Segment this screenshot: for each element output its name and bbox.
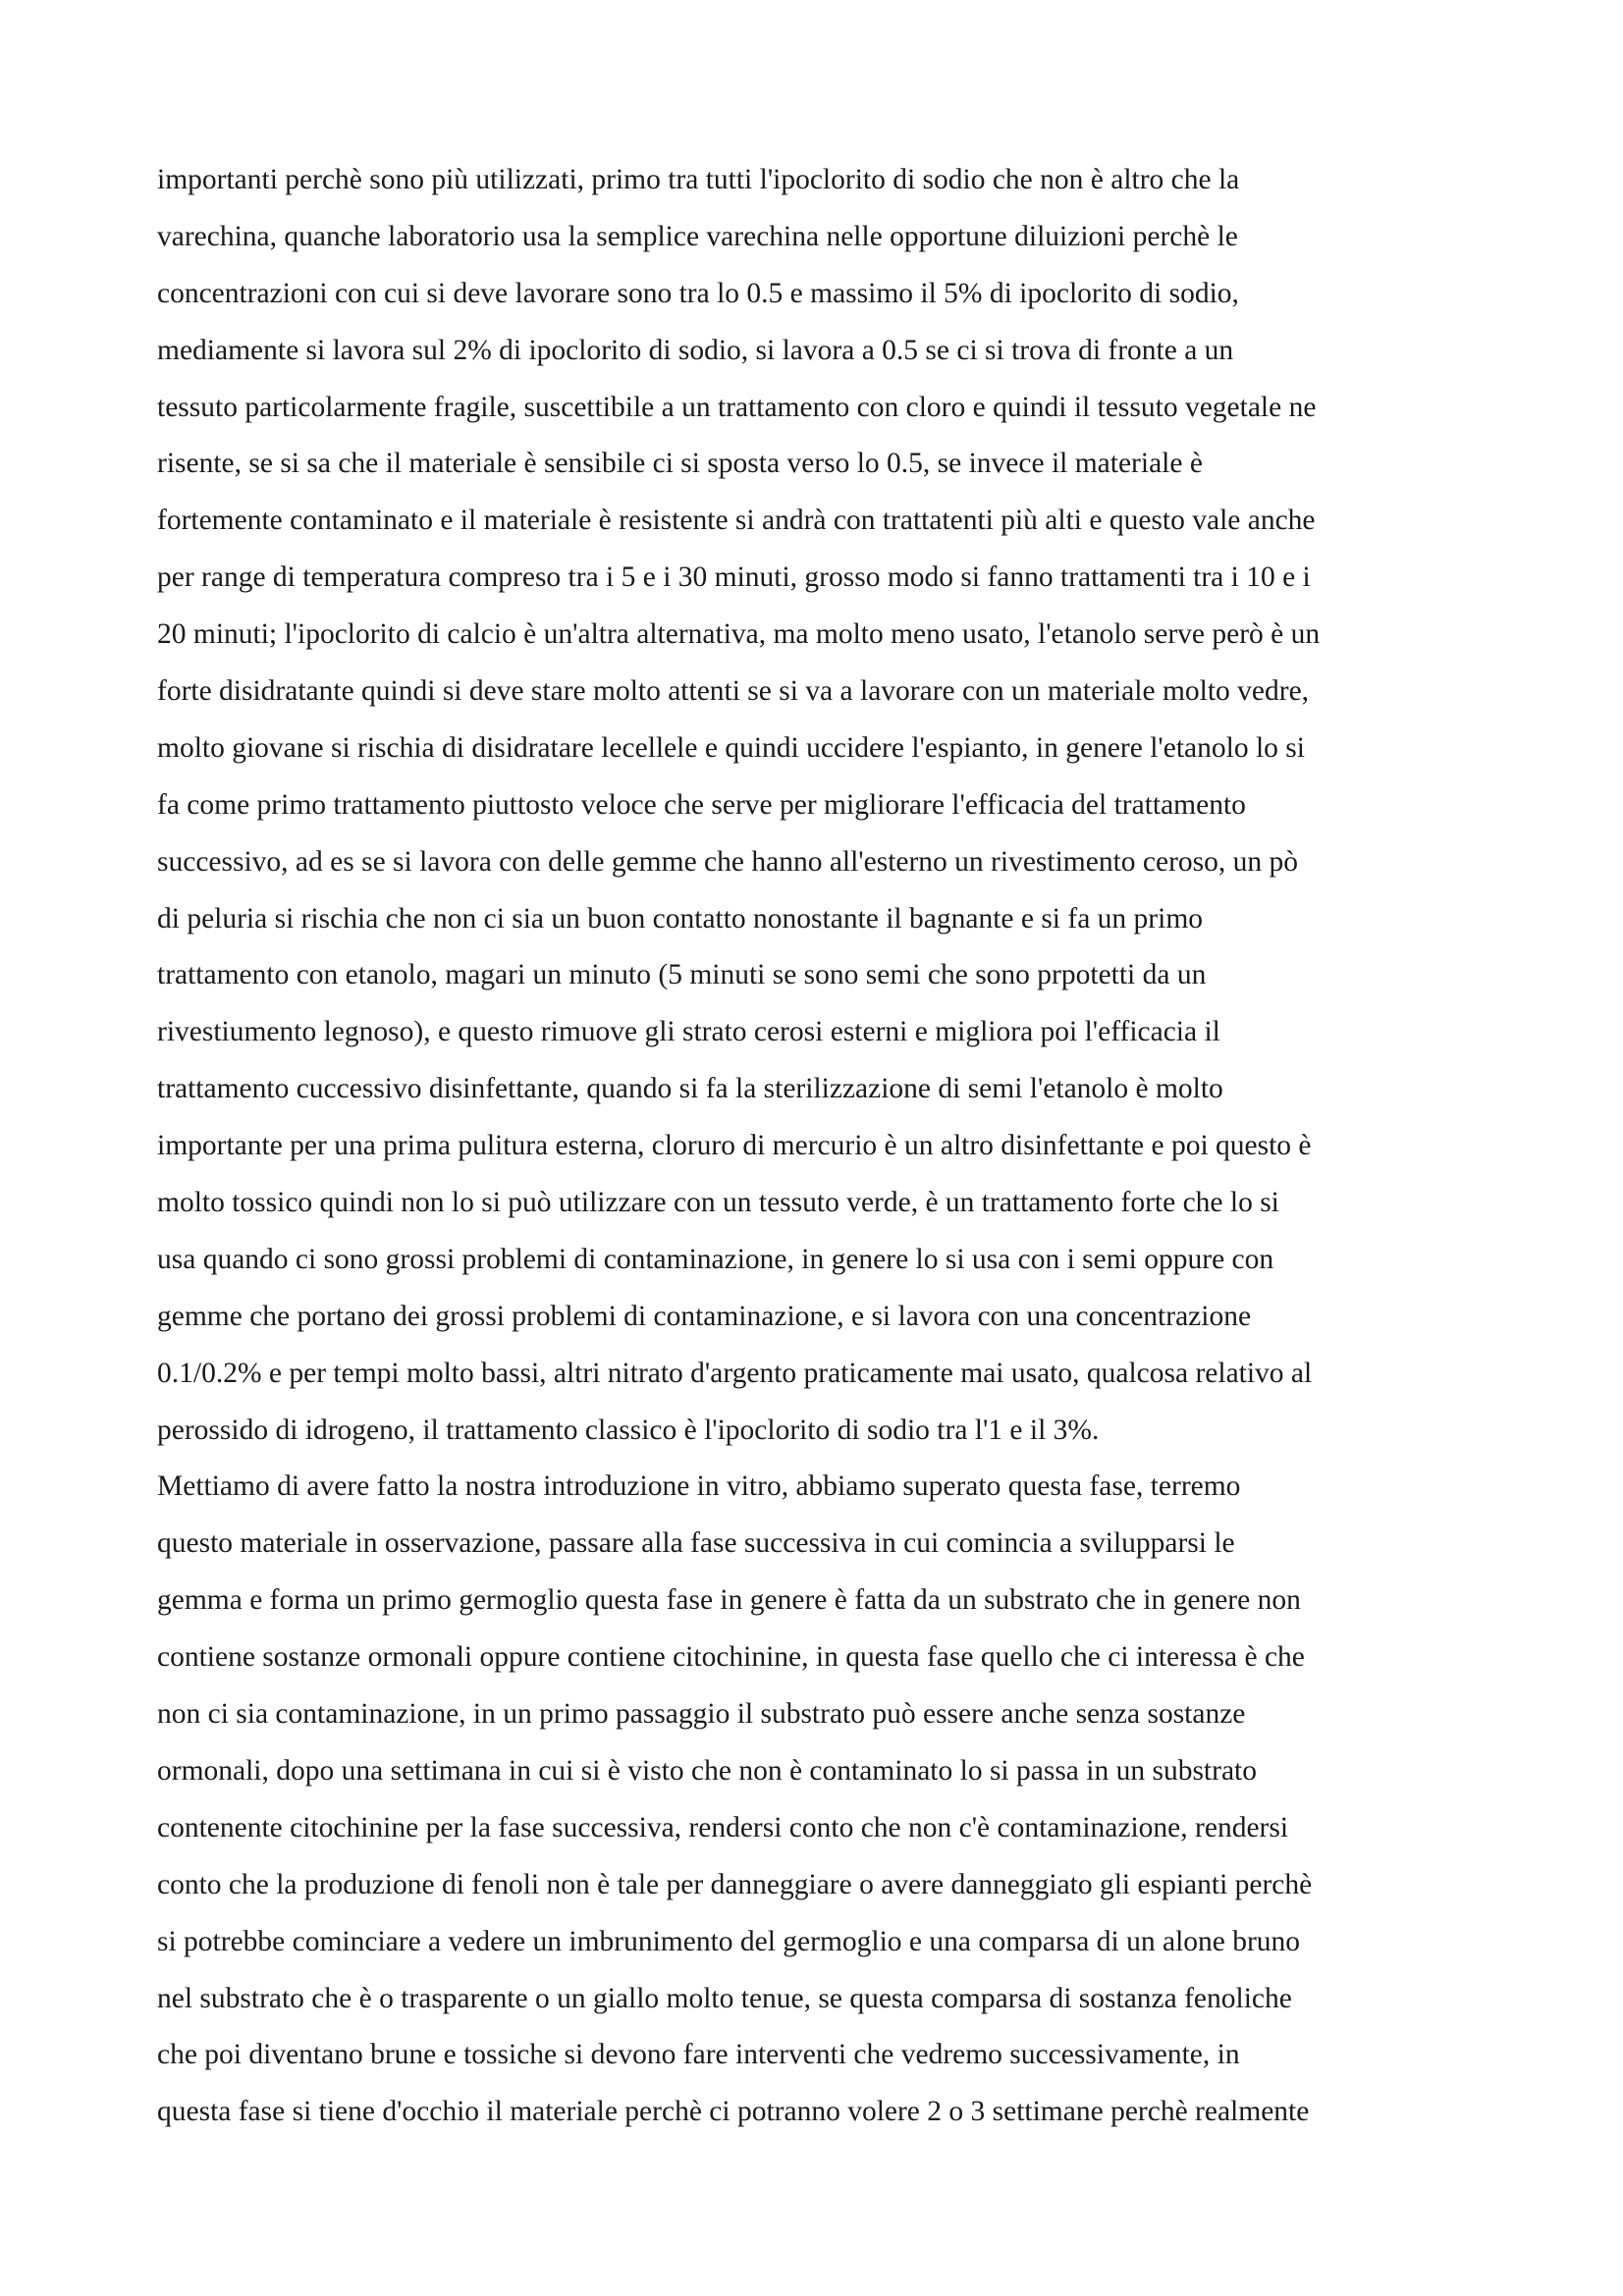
text-line: risente, se si sa che il materiale è sensibile ci si sposta verso lo 0.5, se invece il materiale è (157, 448, 1203, 480)
text-line: che poi diventano brune e tossiche si devono fare interventi che vedremo successivamente, in (157, 2039, 1240, 2071)
text-line: si potrebbe cominciare a vedere un imbrunimento del germoglio e una comparsa di un alone bruno (157, 1925, 1301, 1957)
text-line: forte disidratante quindi si deve stare molto attenti se si va a lavorare con un materiale molto vedre, (157, 675, 1310, 708)
text-line: varechina, quanche laboratorio usa la semplice varechina nelle opportune diluizioni perchè le (157, 220, 1238, 252)
text-line: questo materiale in osservazione, passare alla fase successiva in cui comincia a svilupparsi le (157, 1527, 1235, 1560)
text-line: molto giovane si rischia di disidratare lecellele e quindi uccidere l'espianto, in genere l'etanolo lo si (157, 731, 1305, 764)
text-line: gemme che portano dei grossi problemi di contaminazione, e si lavora con una concentrazione (157, 1300, 1252, 1332)
text-line: successivo, ad es se si lavora con delle gemme che hanno all'esterno un rivestimento ceroso, un pò (157, 845, 1299, 878)
text-line: importanti perchè sono più utilizzati, primo tra tutti l'ipoclorito di sodio che non è altro che la (157, 164, 1240, 195)
text-line: questa fase si tiene d'occhio il materiale perchè ci potranno volere 2 o 3 settimane perchè realmente (157, 2096, 1310, 2128)
text-line: nel substrato che è o trasparente o un giallo molto tenue, se questa comparsa di sostanza fenoliche (157, 1982, 1292, 2014)
text-line: contiene sostanze ormonali oppure contiene citochinine, in questa fase quello che ci interessa è che (157, 1641, 1305, 1674)
text-line: mediamente si lavora sul 2% di ipoclorito di sodio, si lavora a 0.5 se ci si trova di fronte a un (157, 334, 1234, 366)
text-line: conto che la produzione di fenoli non è tale per danneggiare o avere danneggiato gli espianti perchè (157, 1868, 1313, 1900)
text-line: importante per una prima pulitura esterna, cloruro di mercurio è un altro disinfettante e poi questo è (157, 1130, 1312, 1162)
body-text (157, 152, 1473, 2141)
text-line: molto tossico quindi non lo si può utilizzare con un tessuto verde, è un trattamento forte che lo si (157, 1187, 1279, 1219)
text-line: perossido di idrogeno, il trattamento classico è l'ipoclorito di sodio tra l'1 e il 3%. (157, 1414, 1100, 1446)
text-line: ormonali, dopo una settimana in cui si è visto che non è contaminato lo si passa in un substrato (157, 1754, 1257, 1787)
text-line: contenente citochinine per la fase successiva, rendersi conto che non c'è contaminazione, rendersi (157, 1811, 1289, 1843)
text-line: fortemente contaminato e il materiale è resistente si andrà con trattatenti più alti e questo vale anche (157, 505, 1316, 537)
text-line: 0.1/0.2% e per tempi molto bassi, altri nitrato d'argento praticamente mai usato, qualcosa relativo al (157, 1357, 1313, 1389)
text-line: tessuto particolarmente fragile, suscettibile a un trattamento con cloro e quindi il tessuto vegetale ne (157, 391, 1317, 423)
text-line: 20 minuti; l'ipoclorito di calcio è un'altra alternativa, ma molto meno usato, l'etanolo serve però è un (157, 618, 1321, 651)
text-line: usa quando ci sono grossi problemi di contaminazione, in genere lo si usa con i semi oppure con (157, 1243, 1274, 1275)
text-line: Mettiamo di avere fatto la nostra introduzione in vitro, abbiamo superato questa fase, terremo (157, 1470, 1241, 1503)
text-line: rivestiumento legnoso), e questo rimuove gli strato cerosi esterni e migliora poi l'efficacia il (157, 1016, 1220, 1048)
text-line: concentrazioni con cui si deve lavorare sono tra lo 0.5 e massimo il 5% di ipoclorito di sodio, (157, 277, 1239, 309)
text-line: trattamento con etanolo, magari un minuto (5 minuti se sono semi che sono prpotetti da un (157, 959, 1207, 991)
text-line: per range di temperatura compreso tra i 5 e i 30 minuti, grosso modo si fanno trattamenti tra i 10 e i (157, 561, 1311, 594)
text-line: di peluria si rischia che non ci sia un buon contatto nonostante il bagnante e si fa un primo (157, 902, 1204, 934)
text-line: gemma e forma un primo germoglio questa fase in genere è fatta da un substrato che in genere non (157, 1584, 1301, 1617)
text-line: trattamento cuccessivo disinfettante, quando si fa la sterilizzazione di semi l'etanolo è molto (157, 1073, 1223, 1105)
text-line: fa come primo trattamento piuttosto veloce che serve per migliorare l'efficacia del trattamento (157, 788, 1246, 821)
text-line: non ci sia contaminazione, in un primo passaggio il substrato può essere anche senza sostanze (157, 1698, 1246, 1731)
